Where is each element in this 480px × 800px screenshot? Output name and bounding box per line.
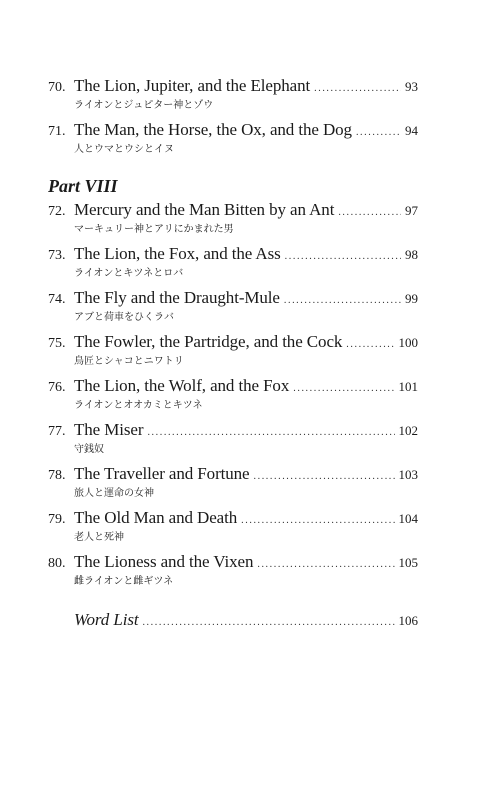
entry-page-number: 98 bbox=[405, 247, 418, 262]
toc-entry-word-list[interactable] bbox=[48, 610, 418, 633]
dot-leader bbox=[254, 467, 395, 487]
entry-page-number: 103 bbox=[398, 467, 418, 482]
toc-entry[interactable] bbox=[48, 120, 418, 157]
entry-page-number: 101 bbox=[398, 379, 418, 394]
entry-japanese-title: 旅人と運命の女神 bbox=[74, 488, 154, 499]
toc-entry-line bbox=[48, 610, 418, 633]
toc-entry-line bbox=[48, 420, 418, 443]
dot-leader bbox=[142, 613, 394, 633]
toc-entry-line bbox=[48, 464, 418, 487]
dot-leader bbox=[346, 335, 394, 355]
entry-page-number: 105 bbox=[398, 555, 418, 570]
entry-title: The Old Man and Death bbox=[74, 508, 238, 527]
entry-page-number: 93 bbox=[405, 79, 418, 94]
toc-entry-line bbox=[48, 508, 418, 531]
dot-leader bbox=[241, 511, 394, 531]
entry-title: The Lion, Jupiter, and the Elephant bbox=[74, 76, 311, 95]
entry-page-number: 100 bbox=[398, 335, 418, 350]
toc-entry[interactable] bbox=[48, 464, 418, 501]
entry-japanese-title: マーキュリー神とアリにかまれた男 bbox=[74, 224, 234, 235]
entry-number: 71. bbox=[48, 124, 66, 139]
toc-entry-line bbox=[48, 76, 418, 99]
entry-title: The Lion, the Fox, and the Ass bbox=[74, 244, 281, 263]
part-heading: Part VIII bbox=[48, 176, 118, 196]
entry-title: Mercury and the Man Bitten by an Ant bbox=[74, 200, 335, 219]
entry-japanese-title: ライオンとオオカミとキツネ bbox=[74, 400, 203, 411]
entry-number: 77. bbox=[48, 424, 66, 439]
dot-leader bbox=[284, 291, 401, 311]
toc-entry[interactable] bbox=[48, 508, 418, 545]
entry-japanese-title: ライオンとキツネとロバ bbox=[74, 268, 184, 279]
entry-number: 80. bbox=[48, 556, 66, 571]
entry-number: 78. bbox=[48, 468, 66, 483]
toc-entry-line bbox=[48, 200, 418, 223]
toc-entry[interactable] bbox=[48, 76, 418, 113]
toc-entry[interactable] bbox=[48, 332, 418, 369]
dot-leader bbox=[285, 247, 401, 267]
entry-japanese-title: 鳥匠とシャコとニワトリ bbox=[74, 356, 184, 367]
entry-title: The Fly and the Draught-Mule bbox=[74, 288, 280, 307]
entry-title: The Traveller and Fortune bbox=[74, 464, 250, 483]
toc-entry[interactable] bbox=[48, 244, 418, 281]
entry-japanese-title: アブと荷車をひくラバ bbox=[74, 312, 174, 323]
entry-page-number: 94 bbox=[405, 123, 418, 138]
entry-title: The Fowler, the Partridge, and the Cock bbox=[74, 332, 343, 351]
entry-page-number: 102 bbox=[398, 423, 418, 438]
toc-entry[interactable] bbox=[48, 288, 418, 325]
toc-entry-line bbox=[48, 552, 418, 575]
dot-leader bbox=[257, 555, 394, 575]
dot-leader bbox=[338, 203, 401, 223]
entry-japanese-title: 老人と死神 bbox=[74, 532, 124, 543]
dot-leader bbox=[314, 79, 401, 99]
entry-japanese-title: 雌ライオンと雌ギツネ bbox=[74, 576, 174, 587]
entry-page-number: 106 bbox=[398, 613, 418, 628]
entry-page-number: 104 bbox=[398, 511, 418, 526]
entry-number: 73. bbox=[48, 248, 66, 263]
dot-leader bbox=[356, 123, 401, 143]
entry-japanese-title: ライオンとジュピター神とゾウ bbox=[74, 100, 214, 111]
entry-japanese-title: 守銭奴 bbox=[74, 444, 104, 455]
entry-title: The Lion, the Wolf, and the Fox bbox=[74, 376, 290, 395]
entry-number: 76. bbox=[48, 380, 66, 395]
entry-number: 72. bbox=[48, 204, 66, 219]
dot-leader bbox=[293, 379, 394, 399]
toc-entry-line bbox=[48, 376, 418, 399]
toc-entry-line bbox=[48, 332, 418, 355]
entry-title: Word List bbox=[74, 610, 139, 629]
entry-title: The Miser bbox=[74, 420, 144, 439]
toc-entry[interactable] bbox=[48, 552, 418, 589]
entry-title: The Lioness and the Vixen bbox=[74, 552, 254, 571]
entry-title: The Man, the Horse, the Ox, and the Dog bbox=[74, 120, 352, 139]
dot-leader bbox=[147, 423, 394, 443]
entry-page-number: 99 bbox=[405, 291, 418, 306]
entry-number: 75. bbox=[48, 336, 66, 351]
toc-entry-line bbox=[48, 288, 418, 311]
toc-entry-line bbox=[48, 244, 418, 267]
toc-entry[interactable] bbox=[48, 200, 418, 237]
entry-number: 70. bbox=[48, 80, 66, 95]
entry-japanese-title: 人とウマとウシとイヌ bbox=[74, 144, 174, 155]
toc-entry[interactable] bbox=[48, 420, 418, 457]
entry-number: 79. bbox=[48, 512, 66, 527]
entry-number: 74. bbox=[48, 292, 66, 307]
toc-entry-line bbox=[48, 120, 418, 143]
toc-entry[interactable] bbox=[48, 376, 418, 413]
entry-page-number: 97 bbox=[405, 203, 418, 218]
